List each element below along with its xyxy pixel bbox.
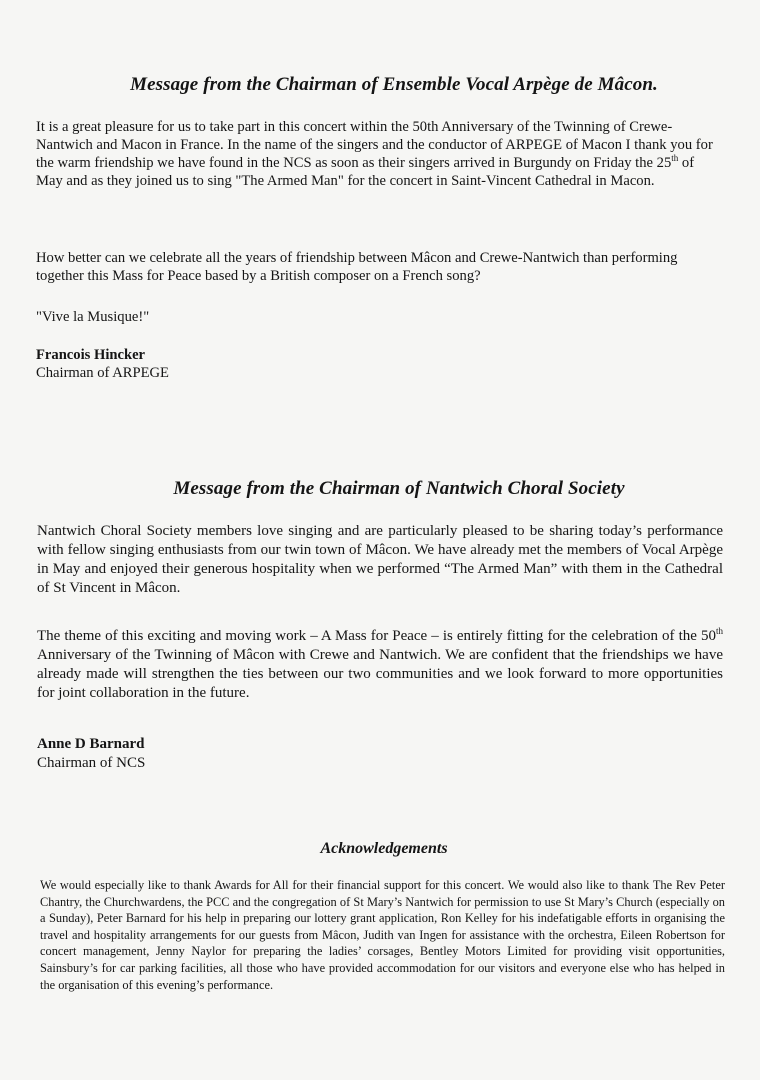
arpege-paragraph-3-wrap — [36, 308, 724, 326]
acknowledgements-body: We would especially like to thank Awards for All for their financial support for this concert. We would also like to thank The Rev Peter Chantry, the Churchwardens, the PCC and the congregation of St Mary’s Nantwich for permission to use St Mary’s Church (especially on a Sunday), Peter Barnard for his help in preparing our lottery grant application, Ron Kelley for his indefatigable efforts in organising the travel and hospitality arrangements for our guests from Mâcon, Judith van Ingen for assistance with the orchestra, Eileen Robertson for concert management, Jenny Naylor for preparing the ladies’ corsages, Bentley Motors Limited for providing visit opportunities, Sainsbury’s for car parking facilities, all those who have provided accommodation for our visitors and everyone else who has helped in the organisation of this evening’s performance. — [40, 878, 725, 992]
acknowledgements-title: Acknowledgements — [320, 840, 448, 857]
arpege-paragraph-3: "Vive la Musique!" — [36, 309, 150, 325]
ncs-paragraph-1: Nantwich Choral Society members love singing and are particularly pleased to be sharing today’s performance with fellow singing enthusiasts from our twin town of Mâcon. We have already met the members of Vocal Arpège in May and enjoyed their generous hospitality when we performed “The Armed Man” with them in the Cathedral of St Vincent in Mâcon. — [37, 523, 723, 596]
ncs-paragraph-2: The theme of this exciting and moving work – A Mass for Peace – is entirely fitting for the celebration of the 50th Anniversary of the Twinning of Mâcon with Crewe and Nantwich. We are confident that the friendships we have already made will strengthen the ties between our two communities and we look forward to more opportunities for joint collaboration in the future. — [37, 626, 723, 701]
ncs-signature-role: Chairman of NCS — [37, 755, 146, 771]
arpege-signature-role: Chairman of ARPEGE — [36, 365, 169, 381]
arpege-paragraph-2: How better can we celebrate all the years of friendship between Mâcon and Crewe-Nantwich than performing together this Mass for Peace based by a British composer on a French song? — [36, 250, 678, 284]
ncs-paragraph-1-wrap — [37, 522, 723, 598]
arpege-message-title: Message from the Chairman of Ensemble Vocal Arpège de Mâcon. — [130, 74, 658, 95]
ncs-signature-name: Anne D Barnard — [37, 736, 145, 752]
ncs-signature — [37, 735, 723, 773]
arpege-message-section — [0, 74, 760, 96]
ncs-paragraph-2-wrap — [37, 627, 723, 703]
ncs-message-title: Message from the Chairman of Nantwich Choral Society — [173, 478, 625, 499]
ncs-message-section — [0, 478, 760, 500]
arpege-message-body — [36, 118, 724, 190]
arpege-paragraph-2-wrap — [36, 249, 724, 285]
acknowledgements-body-wrap — [40, 877, 725, 993]
arpege-signature — [36, 346, 724, 382]
arpege-signature-name: Francois Hincker — [36, 347, 146, 363]
acknowledgements-section — [0, 840, 760, 858]
arpege-paragraph-1: It is a great pleasure for us to take part in this concert within the 50th Anniversary of the Twinning of Crewe-Nantwich and Macon in France. In the name of the singers and the conductor of ARPEGE of Macon I thank you for the warm friendship we have found in the NCS as soon as their singers arrived in Burgundy on Friday the 25th of May and as they joined us to sing "The Armed Man" for the concert in Saint-Vincent Cathedral in Macon. — [36, 119, 713, 189]
